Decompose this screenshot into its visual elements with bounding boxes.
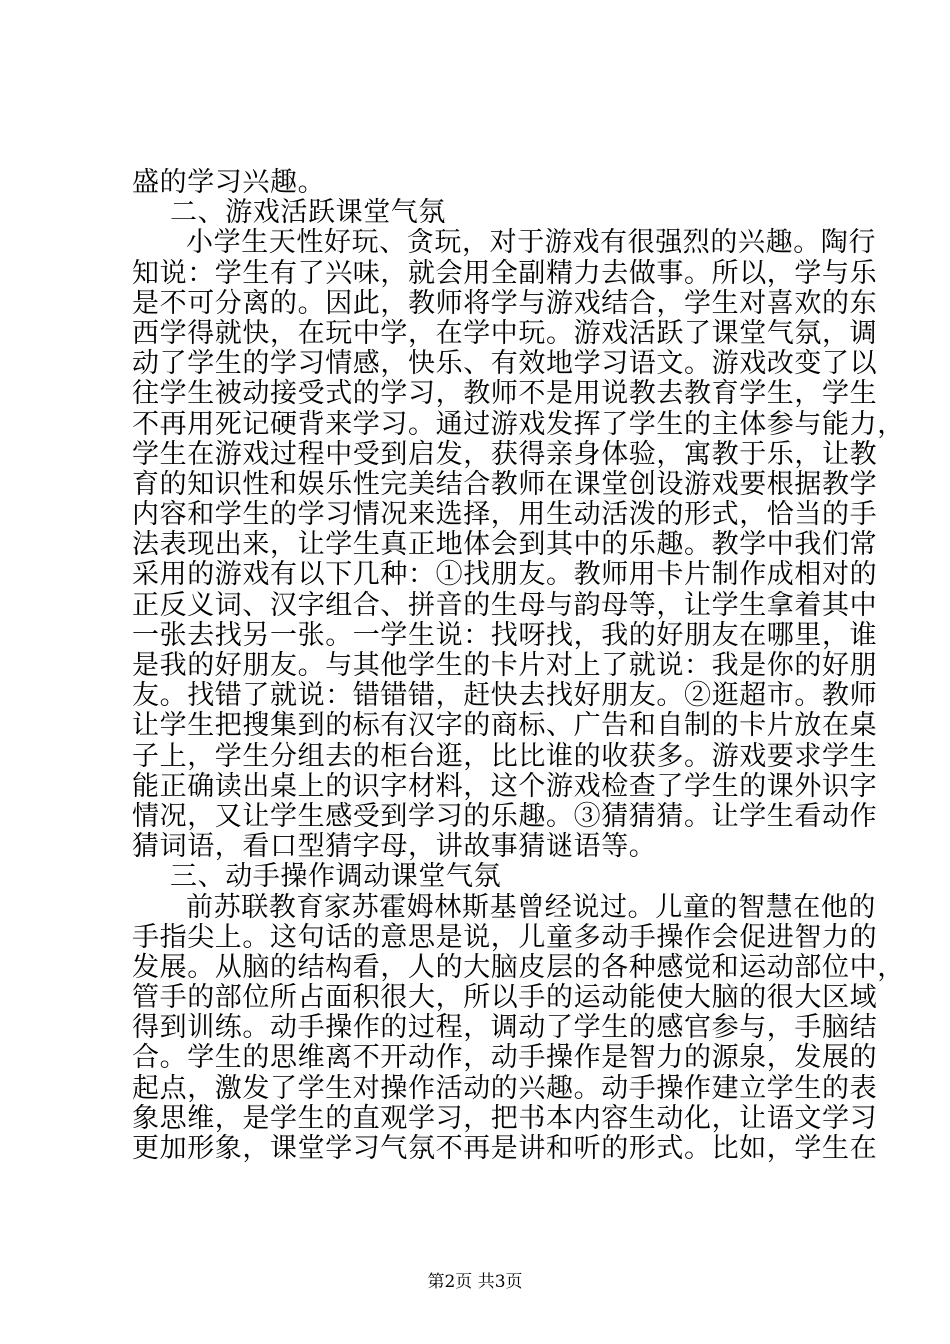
text-line: 起点，激发了学生对操作活动的兴趣。动手操作建立学生的表: [132, 1072, 878, 1104]
text-line: 法表现出来，让学生真正地体会到其中的乐趣。教学中我们常: [132, 529, 878, 561]
text-line: 发展。从脑的结构看，人的大脑皮层的各种感觉和运动部位中，: [132, 951, 905, 983]
text-line: 正反义词、汉字组合、拼音的生母与韵母等，让学生拿着其中: [132, 589, 878, 621]
text-line: 管手的部位所占面积很大，所以手的运动能使大脑的很大区域: [132, 982, 878, 1014]
text-line: 一张去找另一张。一学生说：找呀找，我的好朋友在哪里，谁: [132, 619, 878, 651]
text-line: 知说：学生有了兴味，就会用全副精力去做事。所以，学与乐: [132, 257, 878, 289]
text-line: 是不可分离的。因此，教师将学与游戏结合，学生对喜欢的东: [132, 287, 878, 319]
document-body: [132, 167, 905, 1164]
text-line: 手指尖上。这句话的意思是说，儿童多动手操作会促进智力的: [132, 921, 878, 953]
text-line: 子上，学生分组去的柜台逛，比比谁的收获多。游戏要求学生: [132, 740, 878, 772]
text-line: 内容和学生的学习情况来选择，用生动活泼的形式，恰当的手: [132, 499, 878, 531]
text-line: 采用的游戏有以下几种：①找朋友。教师用卡片制作成相对的: [132, 559, 878, 591]
text-line: 能正确读出桌上的识字材料，这个游戏检查了学生的课外识字: [132, 770, 878, 802]
text-line: 更加形象，课堂学习气氛不再是讲和听的形式。比如，学生在: [132, 1133, 878, 1164]
text-line: 不再用死记硬背来学习。通过游戏发挥了学生的主体参与能力，: [132, 408, 905, 440]
text-line: 是我的好朋友。与其他学生的卡片对上了就说：我是你的好朋: [132, 650, 878, 681]
text-line: 往学生被动接受式的学习，教师不是用说教去教育学生，学生: [132, 378, 878, 410]
section-heading-2: 二、游戏活跃课堂气氛: [170, 197, 446, 229]
paragraph-start: 前苏联教育家苏霍姆林斯基曾经说过。儿童的智慧在他的: [186, 891, 876, 923]
text-line: 育的知识性和娱乐性完美结合教师在课堂创设游戏要根据教学: [132, 468, 878, 500]
text-line: 象思维，是学生的直观学习，把书本内容生动化，让语文学习: [132, 1102, 878, 1134]
text-line: 让学生把搜集到的标有汉字的商标、广告和自制的卡片放在桌: [132, 710, 878, 742]
page-number-footer: 第2页 共3页: [427, 1272, 523, 1292]
section-heading-3: 三、动手操作调动课堂气氛: [170, 861, 502, 893]
text-line: 动了学生的学习情感，快乐、有效地学习语文。游戏改变了以: [132, 348, 878, 380]
text-line: 猜词语，看口型猜字母，讲故事猜谜语等。: [132, 831, 657, 863]
text-line: 盛的学习兴趣。: [132, 167, 326, 198]
text-line: 合。学生的思维离不开动作，动手操作是智力的源泉，发展的: [132, 1042, 878, 1074]
text-line: 友。找错了就说：错错错，赶快去找好朋友。②逛超市。教师: [132, 680, 878, 712]
text-line: 西学得就快，在玩中学，在学中玩。游戏活跃了课堂气氛，调: [132, 317, 878, 349]
text-line: 情况，又让学生感受到学习的乐趣。③猜猜猜。让学生看动作: [132, 800, 878, 832]
text-line: 得到训练。动手操作的过程，调动了学生的感官参与，手脑结: [132, 1012, 878, 1044]
text-line: 学生在游戏过程中受到启发，获得亲身体验，寓教于乐，让教: [132, 438, 878, 470]
paragraph-start: 小学生天性好玩、贪玩，对于游戏有很强烈的兴趣。陶行: [186, 227, 876, 259]
